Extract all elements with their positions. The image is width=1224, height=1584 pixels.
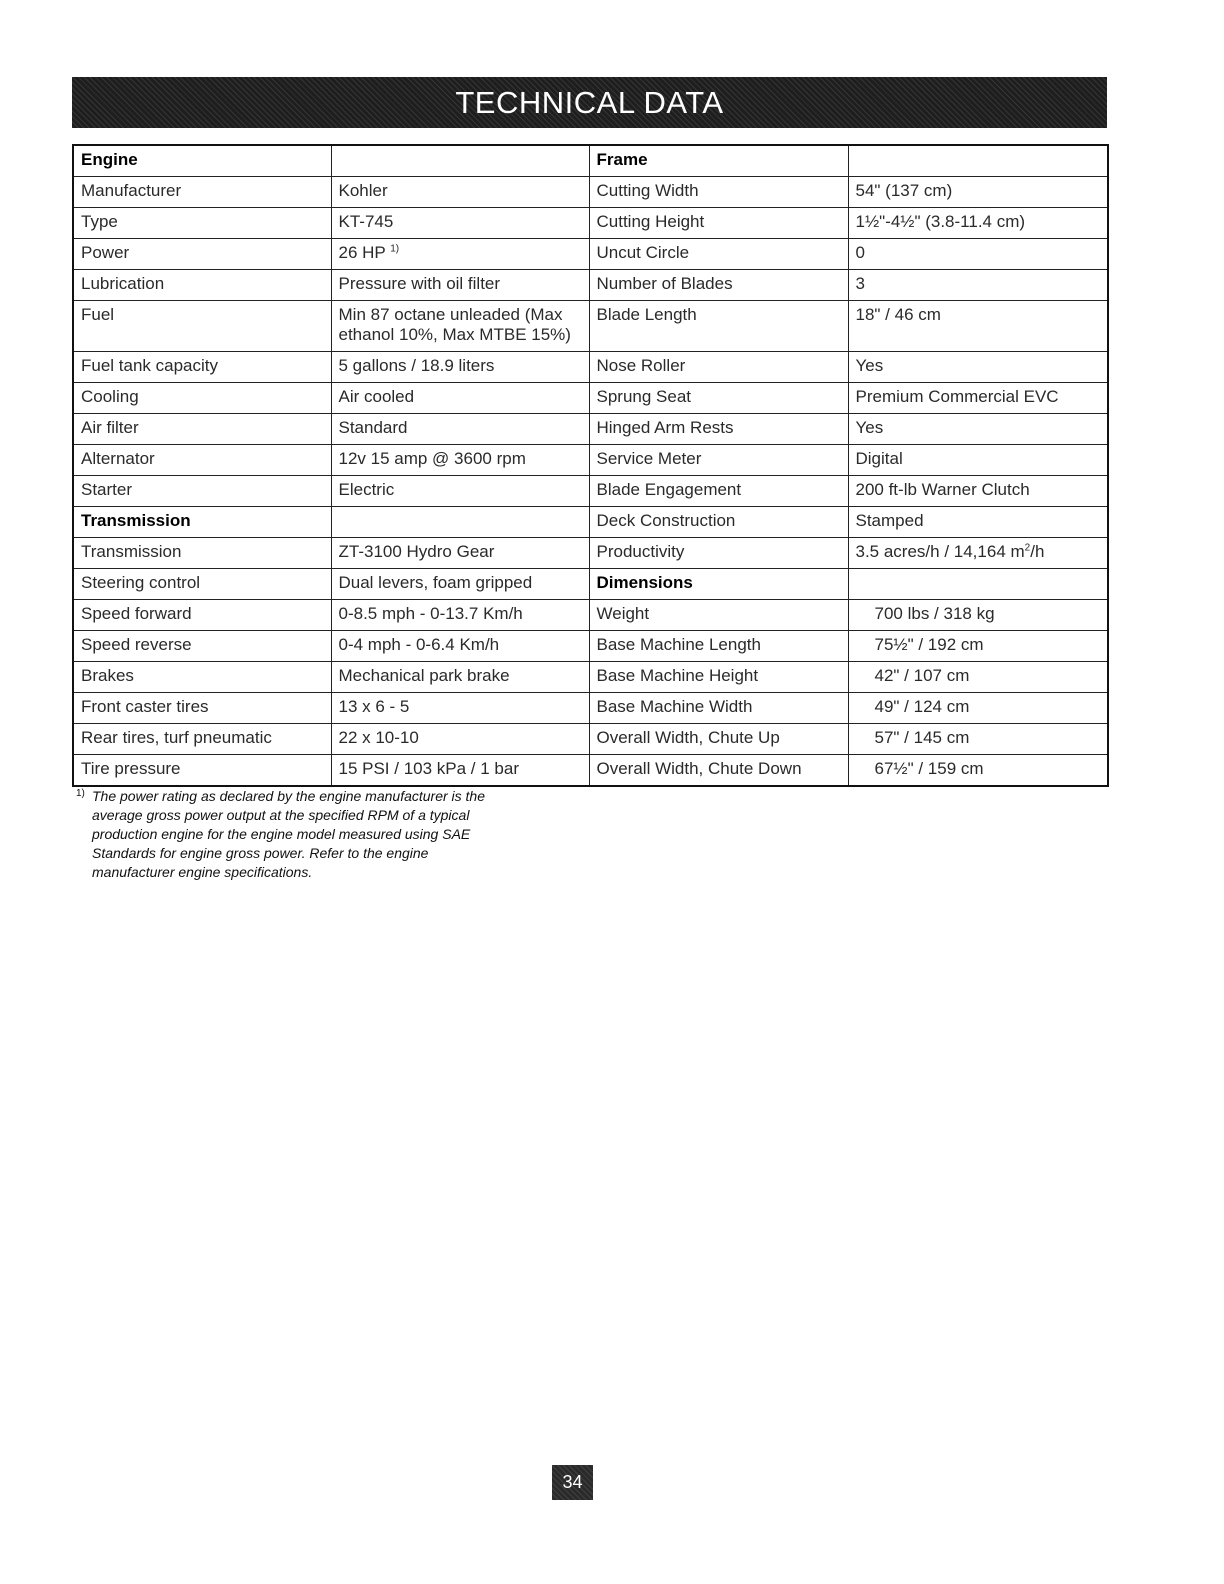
- spec-label: Cutting Height: [589, 208, 848, 239]
- table-row: [73, 414, 1108, 445]
- spec-value: ZT-3100 Hydro Gear: [331, 538, 589, 569]
- spec-value: KT-745: [331, 208, 589, 239]
- table-cell: [331, 145, 589, 177]
- spec-value: Pressure with oil filter: [331, 270, 589, 301]
- table-row: [73, 755, 1108, 787]
- table-row: [73, 693, 1108, 724]
- spec-value: Premium Commercial EVC: [848, 383, 1108, 414]
- table-row: [73, 177, 1108, 208]
- table-row: [73, 724, 1108, 755]
- spec-value: Air cooled: [331, 383, 589, 414]
- spec-value: Mechanical park brake: [331, 662, 589, 693]
- spec-value: Min 87 octane unleaded (Max ethanol 10%, Max MTBE 15%): [331, 301, 589, 352]
- spec-label: Uncut Circle: [589, 239, 848, 270]
- spec-label: Cooling: [73, 383, 331, 414]
- spec-label: Base Machine Length: [589, 631, 848, 662]
- table-row: [73, 600, 1108, 631]
- spec-value: Electric: [331, 476, 589, 507]
- table-row: [73, 383, 1108, 414]
- table-row: [73, 352, 1108, 383]
- spec-value: 22 x 10-10: [331, 724, 589, 755]
- table-row: [73, 538, 1108, 569]
- spec-label: Type: [73, 208, 331, 239]
- spec-value: Kohler: [331, 177, 589, 208]
- spec-label: Fuel tank capacity: [73, 352, 331, 383]
- page-title: TECHNICAL DATA: [455, 84, 724, 120]
- spec-value: 54" (137 cm): [848, 177, 1108, 208]
- spec-value: Yes: [848, 352, 1108, 383]
- spec-value: Standard: [331, 414, 589, 445]
- spec-label: Power: [73, 239, 331, 270]
- spec-value: 5 gallons / 18.9 liters: [331, 352, 589, 383]
- spec-label: Base Machine Width: [589, 693, 848, 724]
- spec-label: Blade Engagement: [589, 476, 848, 507]
- spec-label: Brakes: [73, 662, 331, 693]
- spec-label: Productivity: [589, 538, 848, 569]
- spec-label: Air filter: [73, 414, 331, 445]
- table-row: [73, 270, 1108, 301]
- spec-value: 200 ft-lb Warner Clutch: [848, 476, 1108, 507]
- table-cell: [331, 507, 589, 538]
- spec-label: Steering control: [73, 569, 331, 600]
- spec-value: Yes: [848, 414, 1108, 445]
- productivity-unit-tail: /h: [1030, 542, 1045, 561]
- spec-value: 75½" / 192 cm: [848, 631, 1108, 662]
- spec-label: Rear tires, turf pneumatic: [73, 724, 331, 755]
- spec-value: 13 x 6 - 5: [331, 693, 589, 724]
- spec-value: 0: [848, 239, 1108, 270]
- spec-label: Service Meter: [589, 445, 848, 476]
- spec-value: 18" / 46 cm: [848, 301, 1108, 352]
- table-row: [73, 301, 1108, 352]
- spec-label: Deck Construction: [589, 507, 848, 538]
- spec-label: Fuel: [73, 301, 331, 352]
- section-header-transmission: Transmission: [73, 507, 331, 538]
- spec-label: Blade Length: [589, 301, 848, 352]
- page-number: 34: [552, 1465, 593, 1500]
- spec-value: 3: [848, 270, 1108, 301]
- spec-value: 12v 15 amp @ 3600 rpm: [331, 445, 589, 476]
- spec-value: Digital: [848, 445, 1108, 476]
- spec-label: Starter: [73, 476, 331, 507]
- spec-label: Overall Width, Chute Up: [589, 724, 848, 755]
- technical-data-table: [72, 144, 1109, 787]
- spec-value: 57" / 145 cm: [848, 724, 1108, 755]
- spec-value: 700 lbs / 318 kg: [848, 600, 1108, 631]
- spec-value: Dual levers, foam gripped: [331, 569, 589, 600]
- table-row: [73, 631, 1108, 662]
- spec-label: Front caster tires: [73, 693, 331, 724]
- table-row: [73, 476, 1108, 507]
- section-header-engine: Engine: [73, 145, 331, 177]
- spec-label: Hinged Arm Rests: [589, 414, 848, 445]
- superscript-2: 2: [1024, 542, 1031, 554]
- spec-label: Weight: [589, 600, 848, 631]
- spec-label: Lubrication: [73, 270, 331, 301]
- spec-value: [848, 538, 1108, 569]
- table-row: [73, 239, 1108, 270]
- footnote-ref: 1): [390, 243, 400, 255]
- spec-label: Overall Width, Chute Down: [589, 755, 848, 787]
- spec-label: Speed reverse: [73, 631, 331, 662]
- table-cell: [848, 569, 1108, 600]
- spec-value: 0-4 mph - 0-6.4 Km/h: [331, 631, 589, 662]
- section-header-dimensions: Dimensions: [589, 569, 848, 600]
- spec-label: Speed forward: [73, 600, 331, 631]
- spec-value: 1½"-4½" (3.8-11.4 cm): [848, 208, 1108, 239]
- table-row: [73, 208, 1108, 239]
- spec-value: 15 PSI / 103 kPa / 1 bar: [331, 755, 589, 787]
- spec-label: Cutting Width: [589, 177, 848, 208]
- footnote-mark: 1): [76, 788, 85, 799]
- spec-label: Nose Roller: [589, 352, 848, 383]
- spec-value: 0-8.5 mph - 0-13.7 Km/h: [331, 600, 589, 631]
- spec-value: Stamped: [848, 507, 1108, 538]
- spec-label: Sprung Seat: [589, 383, 848, 414]
- spec-label: Number of Blades: [589, 270, 848, 301]
- spec-label: Base Machine Height: [589, 662, 848, 693]
- table-cell: [848, 145, 1108, 177]
- footnote-text: The power rating as declared by the engine manufacturer is the average gross power output at the specified RPM of a typical production engine for the engine model measured using SAE Standards for engine gross power. Refer to the engine manufacturer engine specifications.: [92, 788, 486, 880]
- spec-value: 67½" / 159 cm: [848, 755, 1108, 787]
- footnote: [76, 787, 496, 882]
- table-row: [73, 445, 1108, 476]
- table-row: [73, 145, 1108, 177]
- spec-value: 42" / 107 cm: [848, 662, 1108, 693]
- power-value: 26 HP: [338, 243, 386, 262]
- spec-value: 49" / 124 cm: [848, 693, 1108, 724]
- table-row: [73, 569, 1108, 600]
- spec-label: Alternator: [73, 445, 331, 476]
- title-banner: [72, 77, 1107, 128]
- section-header-frame: Frame: [589, 145, 848, 177]
- productivity-value: 3.5 acres/h / 14,164 m: [855, 542, 1025, 561]
- spec-label: Transmission: [73, 538, 331, 569]
- spec-label: Manufacturer: [73, 177, 331, 208]
- spec-value: [331, 239, 589, 270]
- table-row: [73, 662, 1108, 693]
- spec-label: Tire pressure: [73, 755, 331, 787]
- table-row: [73, 507, 1108, 538]
